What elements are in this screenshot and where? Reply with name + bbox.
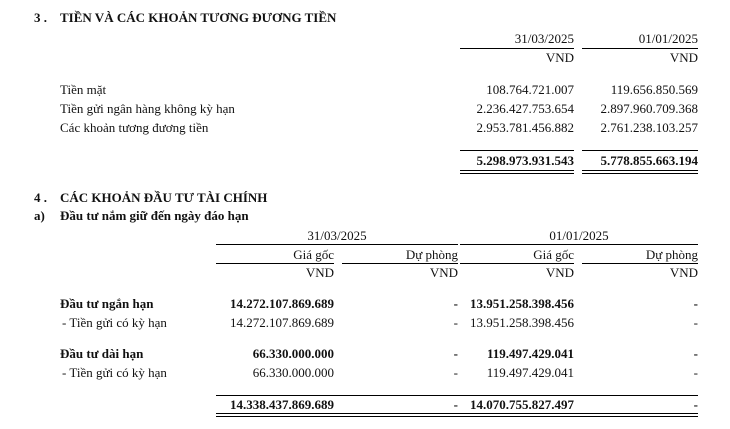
s3-total-rule-bottom bbox=[582, 170, 698, 171]
s4-period1-rule bbox=[216, 244, 458, 245]
s3-total-rule-top bbox=[582, 150, 698, 151]
s4-cell: - bbox=[453, 346, 458, 361]
s3-row-v1: 108.764.721.007 bbox=[486, 82, 574, 97]
s4-head-prov2: Dự phòng bbox=[645, 247, 698, 262]
s4-cell: 66.330.000.000 bbox=[252, 365, 334, 380]
s3-row-label: Các khoản tương đương tiền bbox=[60, 120, 209, 135]
s4-total-rule-top bbox=[216, 395, 698, 396]
s4-row-label: Đầu tư dài hạn bbox=[60, 346, 144, 361]
s3-col1-rule bbox=[460, 48, 574, 49]
s4-row-label: - Tiền gửi có kỳ hạn bbox=[62, 365, 167, 380]
s4-unit3: VND bbox=[545, 265, 574, 280]
s3-row-v1: 2.236.427.753.654 bbox=[476, 101, 574, 116]
s4-cell: 14.070.755.827.497 bbox=[470, 397, 574, 412]
s4-cell: 119.497.429.041 bbox=[486, 365, 574, 380]
s4-cell: 13.951.258.398.456 bbox=[470, 296, 574, 311]
s4-period2-rule bbox=[460, 244, 698, 245]
s4-cell: 66.330.000.000 bbox=[252, 346, 334, 361]
s3-total-rule-bottom bbox=[460, 173, 574, 174]
s4-cell: - bbox=[693, 346, 698, 361]
s3-unit2: VND bbox=[669, 50, 698, 65]
s4-row-label: Đầu tư ngắn hạn bbox=[60, 296, 154, 311]
s3-total-v1: 5.298.973.931.543 bbox=[476, 153, 574, 168]
s4-total-rule-bottom bbox=[216, 416, 698, 417]
s4-total-rule-bottom bbox=[216, 413, 698, 414]
s4-unit1: VND bbox=[305, 265, 334, 280]
s4-cell: - bbox=[453, 397, 458, 412]
section-3-title: TIỀN VÀ CÁC KHOẢN TƯƠNG ĐƯƠNG TIỀN bbox=[60, 10, 337, 25]
s4-head-rule bbox=[582, 263, 698, 264]
s4-head-rule bbox=[460, 263, 574, 264]
s3-unit1: VND bbox=[545, 50, 574, 65]
s4-cell: - bbox=[453, 315, 458, 330]
s4-head-cost2: Giá gốc bbox=[533, 247, 574, 262]
section-4a-letter: a) bbox=[34, 208, 45, 223]
s4-cell: 14.272.107.869.689 bbox=[230, 296, 334, 311]
s3-total-rule-top bbox=[460, 150, 574, 151]
s3-col1-date: 31/03/2025 bbox=[514, 31, 574, 46]
s3-row-label: Tiền mặt bbox=[60, 82, 107, 97]
s4-cell: - bbox=[453, 365, 458, 380]
s3-total-rule-bottom bbox=[582, 173, 698, 174]
s4-cell: - bbox=[453, 296, 458, 311]
s4-cell: - bbox=[693, 296, 698, 311]
s4-row-label: - Tiền gửi có kỳ hạn bbox=[62, 315, 167, 330]
s4-head-rule bbox=[216, 263, 334, 264]
s3-total-rule-bottom bbox=[460, 170, 574, 171]
s3-row-v1: 2.953.781.456.882 bbox=[476, 120, 574, 135]
s4-cell: 13.951.258.398.456 bbox=[470, 315, 574, 330]
s4-cell: - bbox=[693, 315, 698, 330]
s3-row-label: Tiền gửi ngân hàng không kỳ hạn bbox=[60, 101, 235, 116]
s4-unit2: VND bbox=[429, 265, 458, 280]
section-4-title: CÁC KHOẢN ĐẦU TƯ TÀI CHÍNH bbox=[60, 190, 268, 205]
s4-head-prov1: Dự phòng bbox=[405, 247, 458, 262]
s4-cell: 119.497.429.041 bbox=[486, 346, 574, 361]
s4-head-rule bbox=[342, 263, 458, 264]
section-3-number: 3 . bbox=[34, 10, 47, 25]
s4-cell: 14.338.437.869.689 bbox=[230, 397, 334, 412]
s3-row-v2: 2.761.238.103.257 bbox=[600, 120, 698, 135]
s4-head-cost1: Giá gốc bbox=[293, 247, 334, 262]
s3-col2-date: 01/01/2025 bbox=[638, 31, 698, 46]
section-4-number: 4 . bbox=[34, 190, 47, 205]
s4-cell: - bbox=[693, 365, 698, 380]
s3-row-v2: 2.897.960.709.368 bbox=[600, 101, 698, 116]
s3-total-v2: 5.778.855.663.194 bbox=[600, 153, 698, 168]
s3-col2-rule bbox=[582, 48, 698, 49]
section-4a-title: Đầu tư nắm giữ đến ngày đáo hạn bbox=[60, 208, 249, 223]
s4-period2: 01/01/2025 bbox=[549, 228, 609, 243]
s4-cell: 14.272.107.869.689 bbox=[230, 315, 334, 330]
s4-period1: 31/03/2025 bbox=[307, 228, 367, 243]
s3-row-v2: 119.656.850.569 bbox=[610, 82, 698, 97]
s4-cell: - bbox=[693, 397, 698, 412]
s4-unit4: VND bbox=[669, 265, 698, 280]
